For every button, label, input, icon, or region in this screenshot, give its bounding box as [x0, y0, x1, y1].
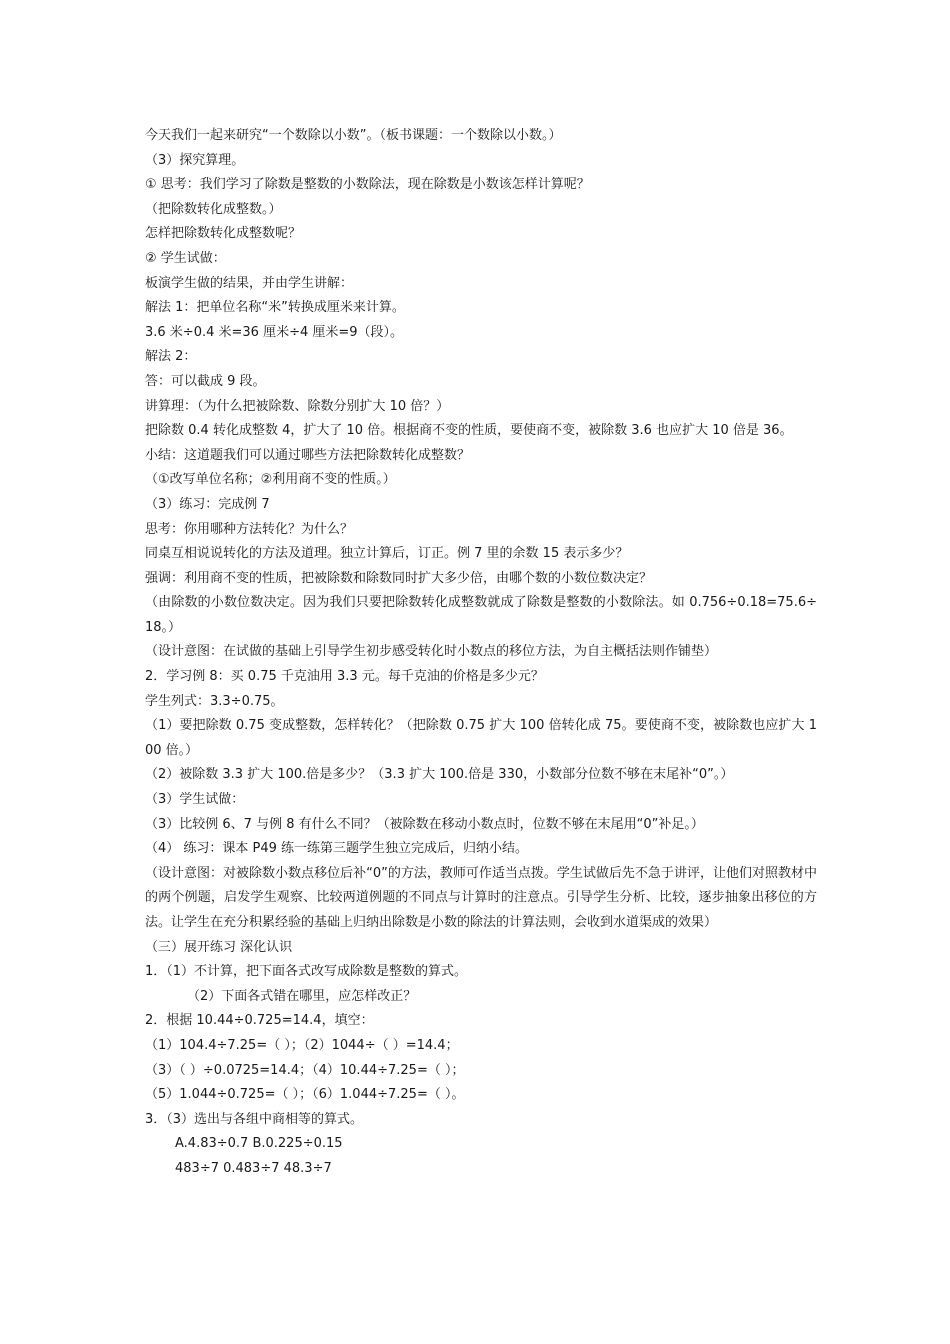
text-line: 板演学生做的结果，并由学生讲解： [145, 275, 354, 291]
document-page [145, 124, 817, 1182]
text-line: （3）练习：完成例 7 [145, 496, 270, 512]
text-line: 3.6 米÷0.4 米=36 厘米÷4 厘米=9（段）。 [145, 324, 404, 340]
text-line: 解法 2： [145, 349, 197, 365]
text-line: 讲算理：（为什么把被除数、除数分别扩大 10 倍？） [145, 398, 450, 414]
text-line: 强调：利用商不变的性质，把被除数和除数同时扩大多少倍，由哪个数的小数位数决定？ [145, 570, 653, 586]
text-line: 1．（1）不计算，把下面各式改写成除数是整数的算式。 [145, 964, 468, 980]
text-line: A.4.83÷0.7 B.0.225÷0.15 [175, 1136, 343, 1152]
text-line: ① 思考：我们学习了除数是整数的小数除法，现在除数是小数该怎样计算呢？ [145, 177, 590, 193]
design-intent-paragraph: （设计意图：对被除数小数点移位后补“0”的方法，教师可作适当点拨。学生试做后先不急于讲评，让他们对照教材中的两个例题，启发学生观察、比较两道例题的不同点与计算时的注意点。引导学生分析、比较，逐步抽象出移位的方法。让学生在充分积累经验的基础上归纳出除数是小数的除法的计算法则，会收到水道渠成的效果） [145, 865, 817, 930]
text-line: （3）（ ）÷0.0725=14.4；（4）10.44÷7.25=（ ）； [145, 1062, 465, 1078]
text-line: （3）学生试做： [145, 792, 245, 808]
text-line: （设计意图：在试做的基础上引导学生初步感受转化时小数点的移位方法，为自主概括法则作铺垫） [145, 644, 718, 660]
text-line: 怎样把除数转化成整数呢？ [145, 226, 302, 242]
text-line: 同桌互相说说转化的方法及道理。独立计算后，订正。例 7 里的余数 15 表示多少？ [145, 546, 629, 562]
text-line: ② 学生试做： [145, 250, 226, 266]
text-paragraph: （由除数的小数位数决定。因为我们只要把除数转化成整数就成了除数是整数的小数除法。如 0.756÷0.18=75.6÷18。） [145, 595, 817, 635]
text-line: 2．学习例 8：买 0.75 千克油用 3.3 元。每千克油的价格是多少元？ [145, 669, 544, 685]
text-line: （4） 练习：课本 P49 练一练第三题学生独立完成后，归纳小结。 [145, 841, 529, 857]
text-paragraph: （1）要把除数 0.75 变成整数，怎样转化？（把除数 0.75 扩大 100 倍转化成 75。要使商不变，被除数也应扩大 100 倍。） [145, 718, 817, 758]
text-line: 今天我们一起来研究“一个数除以小数”。（板书课题：一个数除以小数。） [145, 128, 562, 143]
text-line: 答：可以截成 9 段。 [145, 373, 266, 389]
text-line: （3）比较例 6、7 与例 8 有什么不同？（被除数在移动小数点时，位数不够在末尾用“0”补足。） [145, 816, 704, 832]
text-line: （1）104.4÷7.25=（ ）；（2）1044÷（ ）=14.4； [145, 1037, 459, 1053]
text-line: 小结：这道题我们可以通过哪些方法把除数转化成整数？ [145, 447, 471, 463]
text-line: 解法 1：把单位名称“米”转换成厘米来计算。 [145, 300, 405, 316]
text-line: （3）探究算理。 [145, 152, 245, 168]
text-line: （2）下面各式错在哪里，应怎样改正？ [187, 988, 417, 1004]
text-line: 思考：你用哪种方法转化？为什么？ [145, 521, 354, 537]
text-line: （2）被除数 3.3 扩大 100.倍是多少？（3.3 扩大 100.倍是 330，小数部分位数不够在末尾补“0”。） [145, 767, 734, 783]
text-line: 483÷7 0.483÷7 48.3÷7 [175, 1160, 332, 1176]
text-line: 3．（3）选出与各组中商相等的算式。 [145, 1111, 364, 1127]
text-line: 学生列式：3.3÷0.75。 [145, 693, 284, 709]
text-line: （①改写单位名称；②利用商不变的性质。） [145, 472, 396, 488]
text-line: （5）1.044÷0.725=（ ）；（6）1.044÷7.25=（ ）。 [145, 1087, 465, 1103]
text-line: 把除数 0.4 转化成整数 4，扩大了 10 倍。根据商不变的性质，要使商不变，被除数 3.6 也应扩大 10 倍是 36。 [145, 423, 793, 439]
text-line: （把除数转化成整数。） [145, 201, 282, 217]
text-line: 2．根据 10.44÷0.725=14.4，填空： [145, 1013, 374, 1029]
section-heading: （三）展开练习 深化认识 [145, 939, 293, 955]
